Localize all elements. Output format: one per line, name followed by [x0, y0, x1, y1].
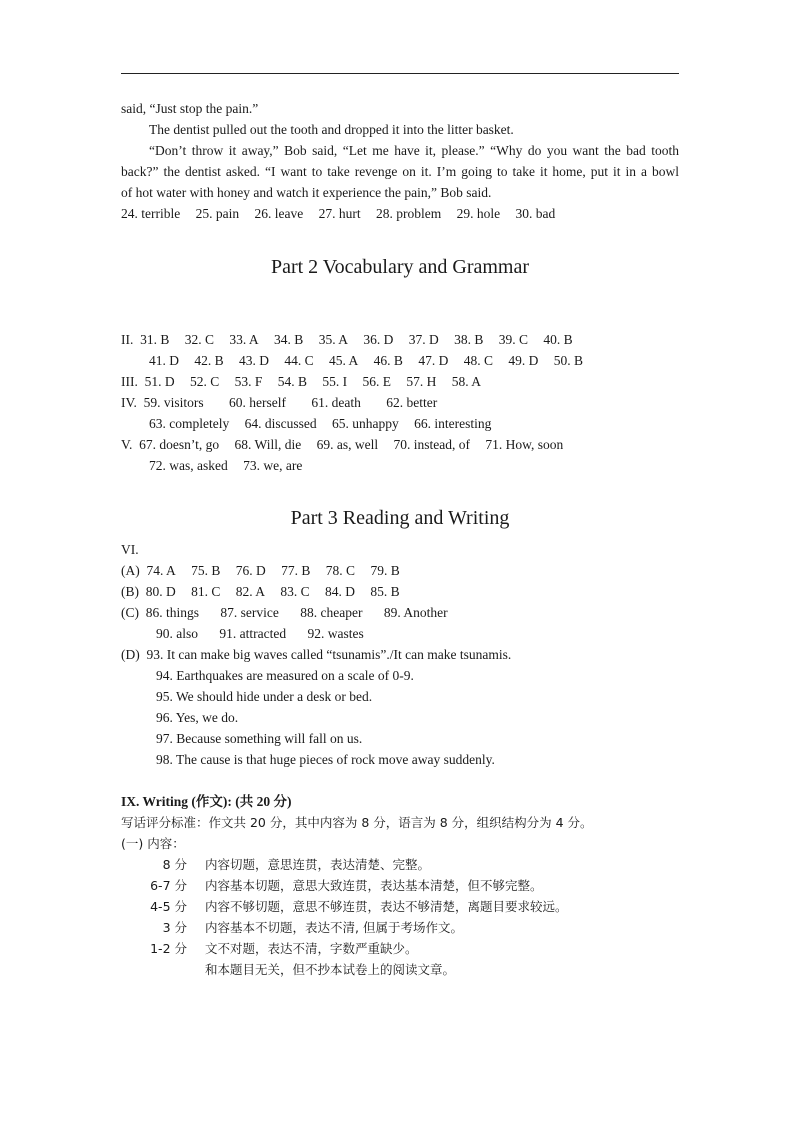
score-description-continued [205, 962, 455, 978]
score-level [121, 857, 430, 873]
answer: 93. It can make big waves called “tsunamis”./It can make tsunamis. [146, 647, 512, 662]
subsection-label: (A) [121, 563, 140, 578]
answer: 26. leave [254, 206, 304, 221]
story-line-5: of hot water with honey and watch it experience the pain,” Bob said. [121, 185, 492, 200]
score-level [121, 899, 568, 915]
part2-heading: Part 2 Vocabulary and Grammar [270, 256, 530, 278]
answer-line: 95. We should hide under a desk or bed. [156, 689, 373, 704]
answer: 46. B [373, 353, 403, 368]
answer: 54. B [277, 374, 308, 389]
answer: 66. interesting [414, 416, 492, 431]
section-label: IV. [121, 395, 137, 410]
answer: 69. as, well [316, 437, 379, 452]
answer: 33. A [229, 332, 259, 347]
answer: 89. Another [383, 605, 448, 620]
answer: 25. pain [195, 206, 240, 221]
answer: 41. D [149, 353, 179, 368]
section-IV-row-2 [149, 416, 491, 432]
answer: 71. How, soon [485, 437, 564, 452]
answer: 75. B [191, 563, 221, 578]
answer: 86. things [145, 605, 200, 620]
score-level [121, 941, 418, 957]
section-V-row-2 [149, 458, 302, 474]
story-line-4: back?” the dentist asked. “I want to take revenge on it. I’m going to take it home, put it in a bowl [121, 164, 679, 179]
answer: 68. Will, die [234, 437, 302, 452]
answer: 29. hole [456, 206, 501, 221]
score-value: 8 分 [162, 857, 187, 872]
answer: 57. H [406, 374, 437, 389]
answer: 30. bad [515, 206, 556, 221]
answer: 79. B [370, 563, 400, 578]
answer: 32. C [184, 332, 215, 347]
answer: 90. also [156, 626, 198, 641]
section-III-row [121, 374, 481, 390]
answer: 81. C [191, 584, 221, 599]
answer-line: 98. The cause is that huge pieces of rock move away suddenly. [156, 752, 495, 767]
answer: 40. B [543, 332, 573, 347]
score-value: 1-2 分 [150, 941, 187, 956]
section-V-row-1 [121, 437, 563, 453]
header-rule [121, 73, 679, 74]
answer: 62. better [386, 395, 438, 410]
writing-standard: 写话评分标准：作文共 20 分，其中内容为 8 分，语言为 8 分，组织结构分为 4 分。 [121, 815, 593, 830]
answer: 64. discussed [244, 416, 317, 431]
score-value: 3 分 [162, 920, 187, 935]
story-line-1: said, “Just stop the pain.” [121, 101, 259, 116]
section-IV-row-1 [121, 395, 437, 411]
answer: 42. B [194, 353, 224, 368]
answer: 24. terrible [121, 206, 181, 221]
answer: 70. instead, of [393, 437, 470, 452]
answer: 55. I [322, 374, 348, 389]
answer: 56. E [362, 374, 392, 389]
section-label: III. [121, 374, 138, 389]
answer: 50. B [553, 353, 583, 368]
subsection-C-row-1 [121, 605, 448, 621]
answer: 72. was, asked [149, 458, 228, 473]
answer: 31. B [140, 332, 170, 347]
answer: 77. B [281, 563, 311, 578]
score-value: 6-7 分 [150, 878, 187, 893]
answer: 84. D [325, 584, 356, 599]
answer: 43. D [239, 353, 270, 368]
score-level [121, 878, 543, 894]
answer: 83. C [280, 584, 310, 599]
answer: 35. A [318, 332, 348, 347]
subsection-label: (B) [121, 584, 139, 599]
score-level [121, 920, 463, 936]
answer: 53. F [234, 374, 263, 389]
answer: 74. A [146, 563, 176, 578]
subsection-C-row-2 [156, 626, 364, 642]
answer: 87. service [220, 605, 279, 620]
answer: 44. C [284, 353, 314, 368]
answer: 45. A [329, 353, 359, 368]
answer: 65. unhappy [331, 416, 399, 431]
answer: 34. B [274, 332, 304, 347]
writing-title: IX. Writing (作文): (共 20 分) [121, 794, 292, 809]
answer: 82. A [235, 584, 266, 599]
answer: 63. completely [149, 416, 230, 431]
answer-line: 96. Yes, we do. [156, 710, 239, 725]
answer: 78. C [325, 563, 356, 578]
answer: 39. C [498, 332, 528, 347]
answer: 49. D [508, 353, 539, 368]
part3-heading: Part 3 Reading and Writing [290, 507, 510, 529]
answer: 51. D [144, 374, 175, 389]
subsection-B-row [121, 584, 400, 600]
answers-24-30 [121, 206, 555, 222]
score-description: 文不对题，表达不清，字数严重缺少。 [205, 941, 418, 956]
content-label: (一) 内容： [121, 836, 185, 851]
answer-line: 97. Because something will fall on us. [156, 731, 363, 746]
score-value: 4-5 分 [150, 899, 187, 914]
answer: 36. D [363, 332, 394, 347]
section-label: II. [121, 332, 134, 347]
answer: 73. we, are [243, 458, 303, 473]
answer: 47. D [418, 353, 449, 368]
answer: 88. cheaper [300, 605, 363, 620]
answer: 80. D [145, 584, 176, 599]
answer: 76. D [235, 563, 266, 578]
score-description: 内容切题，意思连贯，表达清楚、完整。 [205, 857, 431, 872]
answer: 58. A [451, 374, 482, 389]
subsection-label: (C) [121, 605, 139, 620]
section-II-row-2 [149, 353, 583, 369]
section-VI-label: VI. [121, 542, 139, 557]
answer: 91. attracted [219, 626, 287, 641]
score-description: 和本题目无关，但不抄本试卷上的阅读文章。 [205, 962, 456, 977]
subsection-A-row [121, 563, 400, 579]
answer-line: 94. Earthquakes are measured on a scale of 0-9. [156, 668, 414, 683]
answer: 48. C [463, 353, 493, 368]
answer: 52. C [190, 374, 220, 389]
answer: 92. wastes [307, 626, 364, 641]
score-description: 内容基本不切题，表达不清, 但属于考场作文。 [205, 920, 463, 935]
answer: 61. death [311, 395, 361, 410]
subsection-D-row-1 [121, 647, 511, 663]
answer: 60. herself [229, 395, 287, 410]
score-description: 内容基本切题，意思大致连贯，表达基本清楚，但不够完整。 [205, 878, 543, 893]
answer: 67. doesn’t, go [139, 437, 220, 452]
story-line-2: The dentist pulled out the tooth and dropped it into the litter basket. [149, 122, 514, 137]
answer: 59. visitors [143, 395, 204, 410]
answer: 38. B [454, 332, 484, 347]
score-description: 内容不够切题，意思不够连贯，表达不够清楚，离题目要求较远。 [205, 899, 568, 914]
section-label: V. [121, 437, 133, 452]
answer: 37. D [408, 332, 439, 347]
story-line-3: “Don’t throw it away,” Bob said, “Let me have it, please.” “Why do you want the bad tooth [149, 143, 679, 158]
answer: 28. problem [375, 206, 442, 221]
subsection-label: (D) [121, 647, 140, 662]
answer: 27. hurt [318, 206, 361, 221]
answer: 85. B [370, 584, 400, 599]
section-II-row-1 [121, 332, 573, 348]
